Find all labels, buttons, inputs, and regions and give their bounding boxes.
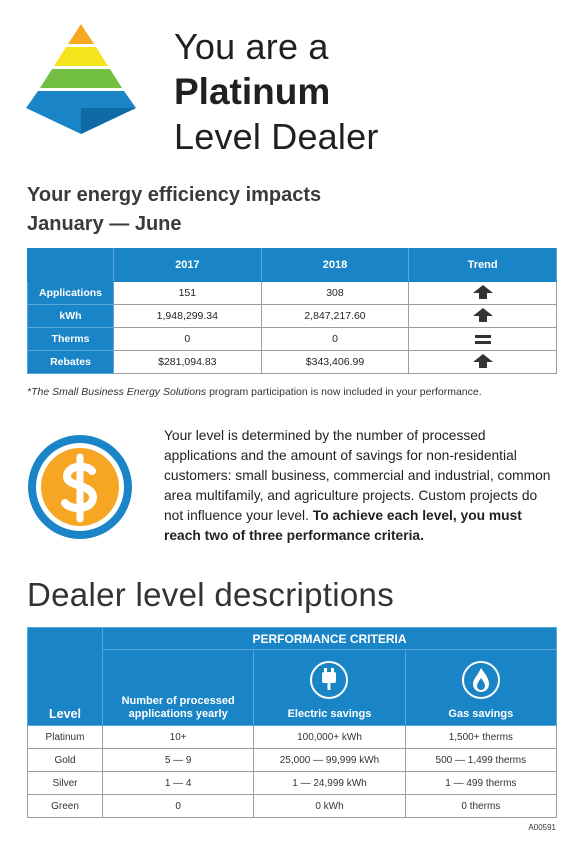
table-row	[28, 328, 557, 351]
table-row	[28, 749, 557, 772]
trend-cell	[409, 282, 557, 305]
apps-value: 0	[103, 795, 254, 818]
table-row	[28, 282, 557, 305]
arrow-up-icon	[473, 308, 493, 316]
trend-cell	[409, 305, 557, 328]
dollar-coin-icon	[26, 433, 134, 541]
level-name: Platinum	[28, 726, 103, 749]
headline-line-3: Level Dealer	[174, 116, 379, 157]
level-explanation-requirement: To achieve each level, you must reach two of three performance criteria.	[164, 508, 522, 543]
dealer-levels-table	[27, 627, 557, 818]
gas-savings-label: Gas savings	[448, 708, 514, 720]
apps-value: 5 — 9	[103, 749, 254, 772]
value-2017: 151	[114, 282, 262, 305]
level-explanation	[164, 426, 559, 546]
gas-column-header	[405, 650, 556, 726]
impacts-heading	[27, 181, 321, 239]
gas-value: 0 therms	[405, 795, 556, 818]
apps-value: 10+	[103, 726, 254, 749]
impacts-period: January — June	[27, 213, 182, 235]
performance-criteria-header: PERFORMANCE CRITERIA	[103, 628, 557, 650]
table-row	[28, 351, 557, 374]
table-row	[28, 795, 557, 818]
electric-savings-label: Electric savings	[287, 708, 372, 720]
equals-icon	[475, 335, 491, 344]
impacts-title: Your energy efficiency impacts	[27, 184, 322, 206]
level-column-header: Level	[28, 628, 103, 726]
table-row	[28, 772, 557, 795]
value-2018: 0	[261, 328, 409, 351]
dealer-table-header-top	[28, 628, 557, 650]
flame-icon	[461, 660, 501, 700]
gas-value: 1 — 499 therms	[405, 772, 556, 795]
apps-value: 1 — 4	[103, 772, 254, 795]
row-label: kWh	[28, 305, 114, 328]
dealer-levels-heading: Dealer level descriptions	[27, 576, 395, 613]
impact-table-header	[28, 249, 557, 282]
headline-level-name: Platinum	[174, 71, 331, 112]
level-name: Gold	[28, 749, 103, 772]
value-2018: 308	[261, 282, 409, 305]
row-label: Rebates	[28, 351, 114, 374]
value-2018: $343,406.99	[261, 351, 409, 374]
dealer-level-headline	[174, 24, 564, 159]
row-label: Applications	[28, 282, 114, 305]
program-footnote	[27, 386, 482, 398]
arrow-up-icon	[473, 354, 493, 362]
trend-cell	[409, 328, 557, 351]
trend-cell	[409, 351, 557, 374]
value-2017: 0	[114, 328, 262, 351]
electric-column-header	[254, 650, 405, 726]
impact-header-blank	[28, 249, 114, 282]
footnote-text: program participation is now included in your performance.	[206, 386, 482, 398]
level-name: Silver	[28, 772, 103, 795]
dealer-table-header-sub	[28, 650, 557, 726]
row-label: Therms	[28, 328, 114, 351]
electric-value: 25,000 — 99,999 kWh	[254, 749, 405, 772]
footnote-program-name: *The Small Business Energy Solutions	[27, 386, 207, 398]
apps-column-header: Number of processed applications yearly	[103, 650, 254, 726]
level-explanation-body: Your level is determined by the number of processed applications and the amount of savings for non-residential customers: small business, commercial and industrial, common area multifamily, and agriculture projects. Custom projects do not influence your level.	[164, 428, 551, 523]
table-row	[28, 726, 557, 749]
value-2017: 1,948,299.34	[114, 305, 262, 328]
table-row	[28, 305, 557, 328]
electric-value: 0 kWh	[254, 795, 405, 818]
plug-icon	[309, 660, 349, 700]
level-name: Green	[28, 795, 103, 818]
impact-header-2018: 2018	[261, 249, 409, 282]
document-code: A00591	[528, 823, 556, 832]
value-2017: $281,094.83	[114, 351, 262, 374]
gas-value: 1,500+ therms	[405, 726, 556, 749]
impact-table	[27, 248, 557, 374]
impact-header-trend: Trend	[409, 249, 557, 282]
electric-value: 1 — 24,999 kWh	[254, 772, 405, 795]
gas-value: 500 — 1,499 therms	[405, 749, 556, 772]
value-2018: 2,847,217.60	[261, 305, 409, 328]
electric-value: 100,000+ kWh	[254, 726, 405, 749]
headline-line-1: You are a	[174, 26, 329, 67]
arrow-up-icon	[473, 285, 493, 293]
pyramid-logo-icon	[24, 22, 138, 134]
impact-header-2017: 2017	[114, 249, 262, 282]
